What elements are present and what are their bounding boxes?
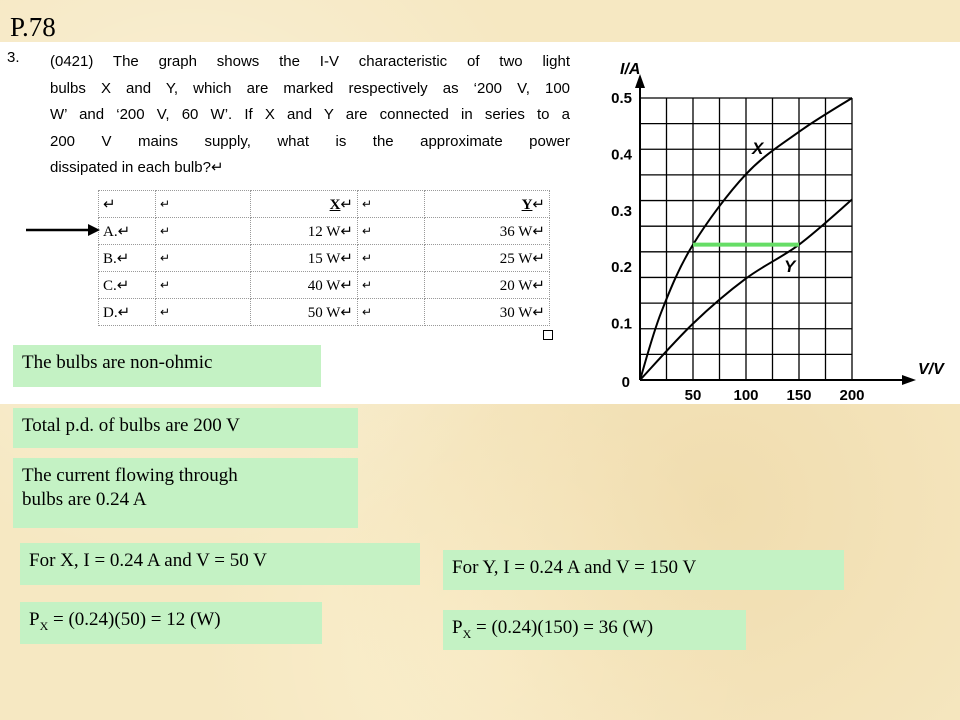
option-x-value: 50 W↵ <box>251 299 358 326</box>
question-line: (0421) The graph shows the I-V characteristic of two light <box>50 53 570 70</box>
header-x: X↵ <box>251 191 358 218</box>
table-mark: ↵ <box>358 272 425 299</box>
note-total-pd: Total p.d. of bulbs are 200 V <box>13 408 358 448</box>
x-axis-arrow-icon <box>902 375 916 385</box>
table-mark: ↵ <box>156 245 251 272</box>
table-mark: ↵ <box>358 299 425 326</box>
table-header-row <box>99 191 550 218</box>
option-label: A.↵ <box>99 218 156 245</box>
table-row <box>99 245 550 272</box>
note-for-y: For Y, I = 0.24 A and V = 150 V <box>443 550 844 590</box>
x-tick-label: 200 <box>839 387 865 404</box>
header-y: Y↵ <box>425 191 550 218</box>
y-tick-label: 0.3 <box>611 202 632 220</box>
option-y-value: 20 W↵ <box>425 272 550 299</box>
option-y-value: 25 W↵ <box>425 245 550 272</box>
question-line: dissipated in each bulb?↵ <box>50 159 224 176</box>
curve-y-label: Y <box>784 257 796 276</box>
option-x-value: 15 W↵ <box>251 245 358 272</box>
y-axis-label: I/A <box>620 61 641 78</box>
question-text <box>50 49 570 182</box>
resize-handle-icon <box>543 330 553 340</box>
option-label: D.↵ <box>99 299 156 326</box>
note-current-line: bulbs are 0.24 A <box>22 489 147 510</box>
note-power-x: $P_X = (0.24)(50) = 12$ (W) <box>20 602 322 644</box>
table-mark: ↵ <box>358 191 425 218</box>
note-non-ohmic: The bulbs are non-ohmic <box>13 345 321 387</box>
option-x-value: 40 W↵ <box>251 272 358 299</box>
x-tick-label: 100 <box>733 387 759 404</box>
option-label: B.↵ <box>99 245 156 272</box>
option-y-value: 30 W↵ <box>425 299 550 326</box>
table-row <box>99 272 550 299</box>
table-row <box>99 218 550 245</box>
x-tick-label: 50 <box>684 387 702 404</box>
table-mark: ↵ <box>358 218 425 245</box>
answer-table <box>98 190 550 326</box>
note-current <box>13 458 358 528</box>
table-mark: ↵ <box>156 218 251 245</box>
x-tick-label: 150 <box>786 387 812 404</box>
x-axis-label: V/V <box>918 361 944 378</box>
question-number: 3. <box>7 49 20 66</box>
table-mark: ↵ <box>156 272 251 299</box>
origin-label: 0 <box>621 374 630 391</box>
note-for-x: For X, I = 0.24 A and V = 50 V <box>20 543 420 585</box>
curve-x-label: X <box>752 139 764 158</box>
table-mark: ↵ <box>358 245 425 272</box>
note-power-y: $P_X = (0.24)(150) = 36$ (W) <box>443 610 746 650</box>
y-tick-label: 0.4 <box>611 146 632 164</box>
question-line: bulbs X and Y, which are marked respectively as ‘200 V, 100 <box>50 79 570 97</box>
graph-grid <box>640 98 852 380</box>
option-y-value: 36 W↵ <box>425 218 550 245</box>
option-x-value: 12 W↵ <box>251 218 358 245</box>
question-line: W’ and ‘200 V, 60 W’. If X and Y are connected in series to a <box>50 106 570 123</box>
table-mark: ↵ <box>156 191 251 218</box>
table-row <box>99 299 550 326</box>
y-tick-label: 0.1 <box>611 315 632 333</box>
question-line: 200 V mains supply, what is the approximate power <box>50 132 570 150</box>
table-mark: ↵ <box>99 191 156 218</box>
page-number: P.78 <box>10 12 56 42</box>
y-tick-label: 0.2 <box>611 259 632 277</box>
y-tick-label: 0.5 <box>611 90 632 107</box>
answer-arrow-icon <box>26 222 100 238</box>
note-current-line: The current flowing through <box>22 465 238 486</box>
iv-graph <box>592 44 952 404</box>
table-mark: ↵ <box>156 299 251 326</box>
option-label: C.↵ <box>99 272 156 299</box>
